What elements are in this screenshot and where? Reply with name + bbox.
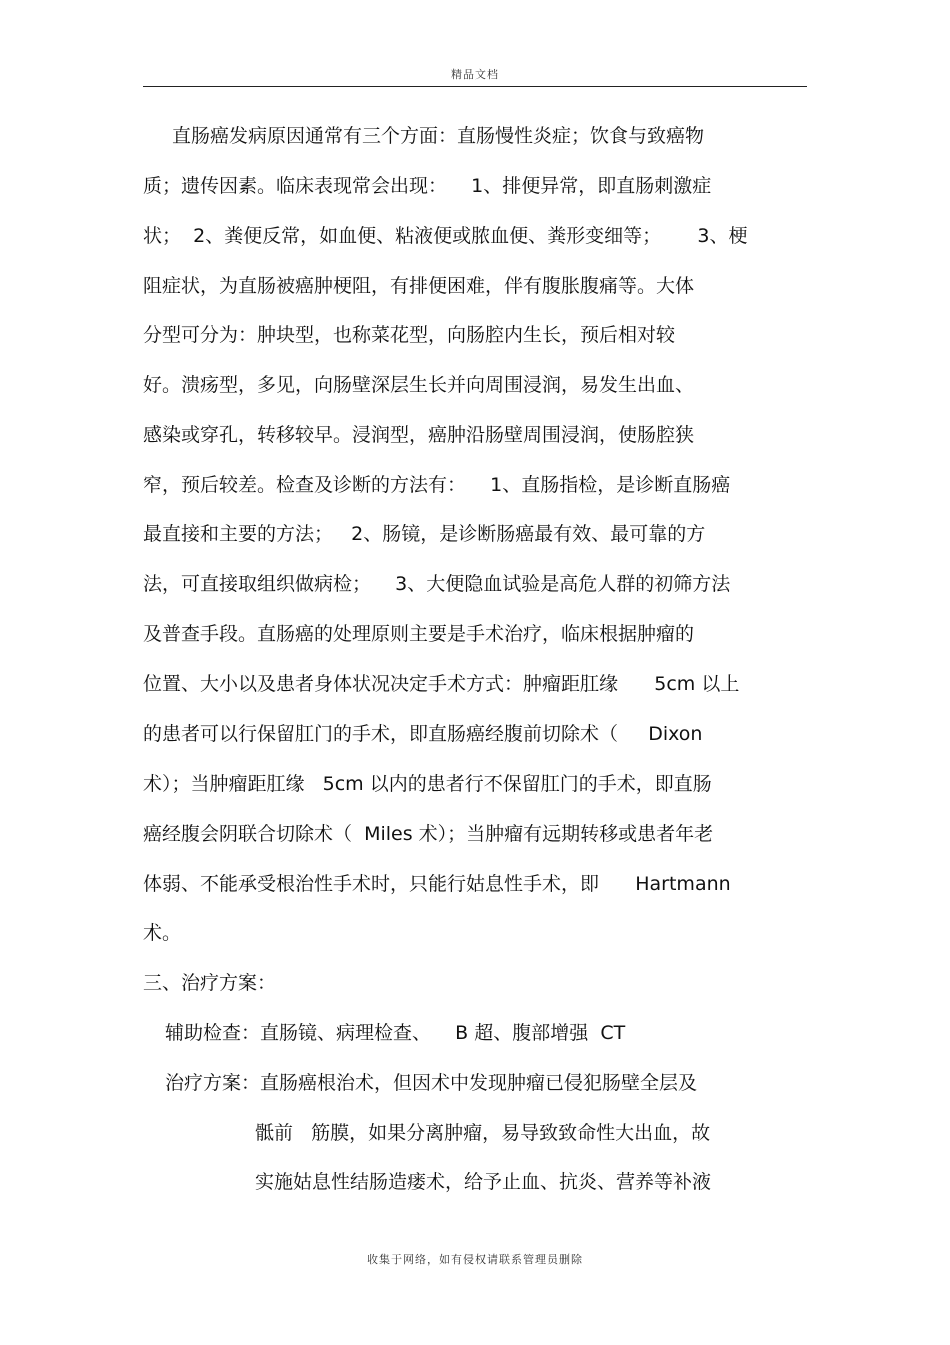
- body-line: 术）；当肿瘤距肛缘 5cm 以内的患者行不保留肛门的手术，即直肠: [143, 773, 712, 795]
- body-line: 的患者可以行保留肛门的手术，即直肠癌经腹前切除术（ Dixon: [143, 723, 703, 745]
- body-line: 直肠癌发病原因通常有三个方面：直肠慢性炎症；饮食与致癌物: [172, 125, 705, 147]
- body-line: 癌经腹会阴联合切除术（ Miles 术）；当肿瘤有远期转移或患者年老: [143, 823, 714, 845]
- auxiliary-exam-line: 辅助检查：直肠镜、病理检查、 B 超、腹部增强 CT: [165, 1022, 626, 1044]
- body-line: 最直接和主要的方法； 2、肠镜，是诊断肠癌最有效、最可靠的方: [143, 523, 706, 545]
- body-line: 及普查手段。直肠癌的处理原则主要是手术治疗，临床根据肿瘤的: [143, 623, 695, 645]
- section-heading: 三、治疗方案：: [143, 972, 277, 994]
- body-line: 窄，预后较差。检查及诊断的方法有： 1、直肠指检，是诊断直肠癌: [143, 474, 731, 496]
- body-line: 法，可直接取组织做病检； 3、大便隐血试验是高危人群的初筛方法: [143, 573, 731, 595]
- body-line: 术。: [143, 922, 182, 944]
- page-header: 精品文档: [451, 68, 499, 81]
- body-line: 感染或穿孔，转移较早。浸润型，癌肿沿肠壁周围浸润，使肠腔狭: [143, 424, 695, 446]
- body-line: 好。溃疡型，多见，向肠壁深层生长并向周围浸润，易发生出血、: [143, 374, 695, 396]
- treatment-plan-line: 实施姑息性结肠造瘘术，给予止血、抗炎、营养等补液: [255, 1171, 712, 1193]
- treatment-plan-line: 治疗方案：直肠癌根治术，但因术中发现肿瘤已侵犯肠壁全层及: [165, 1072, 698, 1094]
- body-line: 质；遗传因素。临床表现常会出现： 1、排便异常，即直肠刺激症: [143, 175, 712, 197]
- header-divider: [143, 86, 807, 87]
- body-line: 体弱、不能承受根治性手术时，只能行姑息性手术，即 Hartmann: [143, 873, 731, 895]
- body-line: 位置、大小以及患者身体状况决定手术方式：肿瘤距肛缘 5cm 以上: [143, 673, 740, 695]
- page-footer: 收集于网络，如有侵权请联系管理员删除: [367, 1253, 583, 1266]
- body-line: 阻症状，为直肠被癌肿梗阻，有排便困难，伴有腹胀腹痛等。大体: [143, 275, 695, 297]
- treatment-plan-line: 骶前 筋膜，如果分离肿瘤，易导致致命性大出血，故: [255, 1122, 711, 1144]
- body-line: 分型可分为：肿块型，也称菜花型，向肠腔内生长，预后相对较: [143, 324, 676, 346]
- body-line: 状； 2、粪便反常，如血便、粘液便或脓血便、粪形变细等； 3、梗: [143, 225, 748, 247]
